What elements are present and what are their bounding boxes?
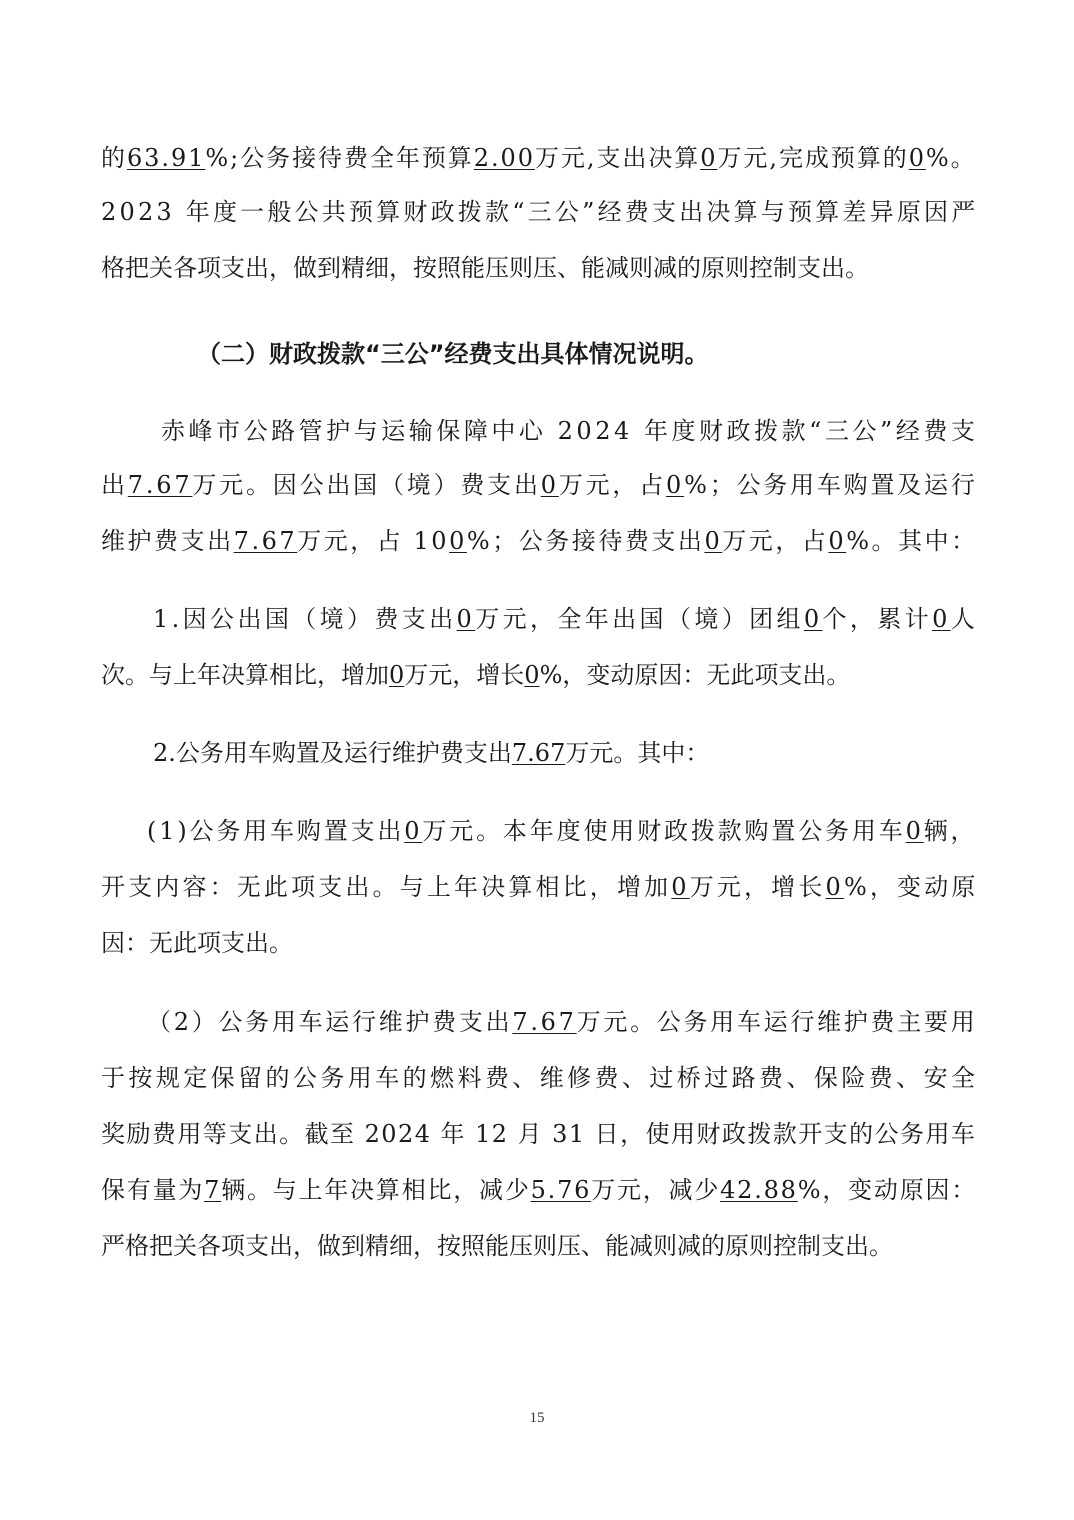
text-run: （2）公务用车运行维护费支出 <box>147 1008 513 1036</box>
underlined-value: 7.67 <box>512 1008 577 1036</box>
underlined-value: 0 <box>540 471 559 499</box>
underlined-value: 0 <box>700 144 718 172</box>
text-run: 万元，全年出国（境）团组 <box>475 605 804 633</box>
underlined-value: 0 <box>905 817 924 845</box>
text-run: 万元，占 <box>722 527 829 555</box>
underlined-value: 0 <box>449 527 467 555</box>
text-run: 万元。本年度使用财政拨款购置公务用车 <box>422 817 906 845</box>
underlined-value: 0 <box>389 661 405 689</box>
text-run: 个，累计 <box>822 605 933 633</box>
underlined-value: 0 <box>404 817 423 845</box>
text-line <box>101 928 293 958</box>
section-heading <box>197 339 709 369</box>
text-run: 严格把关各项支出，做到精细，按照能压则压、能减则减的原则控制支出。 <box>101 1232 893 1260</box>
underlined-value: 42.88 <box>720 1176 798 1204</box>
underlined-value: 0 <box>524 661 540 689</box>
underlined-value: 0 <box>828 527 847 555</box>
underlined-value: 7.67 <box>511 739 566 767</box>
text-line <box>101 1119 976 1149</box>
text-run: 万元，增长 <box>689 873 826 901</box>
text-run: 因：无此项支出。 <box>101 929 293 957</box>
text-run: 人 <box>950 605 979 633</box>
text-line <box>101 1231 893 1261</box>
text-run: 万元。因公出国（境）费支出 <box>192 471 541 499</box>
text-run: 万元,完成预算的 <box>717 144 909 172</box>
text-run: 赤峰市公路管护与运输保障中心 2024 年度财政拨款“三公”经费支 <box>161 417 979 445</box>
text-run: %；公务用车购置及运行 <box>684 471 978 499</box>
text-run: %。其中： <box>846 527 978 555</box>
text-run: 万元，占 10 <box>297 527 450 555</box>
underlined-value: 0 <box>456 605 476 633</box>
text-run: 保有量为 <box>101 1176 205 1204</box>
underlined-value: 63.91 <box>126 144 206 172</box>
text-run: 格把关各项支出，做到精细，按照能压则压、能减则减的原则控制支出。 <box>101 254 869 282</box>
text-run: 于按规定保留的公务用车的燃料费、维修费、过桥过路费、保险费、安全 <box>101 1064 979 1092</box>
underlined-value: 7.67 <box>127 471 193 499</box>
text-run: %，变动原因：无此项支出。 <box>539 661 851 689</box>
text-run: （二）财政拨款“三公”经费支出具体情况说明。 <box>197 340 709 368</box>
text-run: 万元，减少 <box>591 1176 721 1204</box>
underlined-value: 0 <box>908 144 926 172</box>
text-run: 万元。公务用车运行维护费主要用 <box>576 1008 978 1036</box>
text-run: 万元，增长 <box>404 661 525 689</box>
text-run: 辆， <box>923 817 978 845</box>
text-run: 2023 年度一般公共预算财政拨款“三公”经费支出决算与预算差异原因严 <box>101 198 979 226</box>
text-line <box>147 1007 977 1037</box>
text-run: 的 <box>101 144 127 172</box>
text-run: 万元，占 <box>558 471 667 499</box>
text-run: 开支内容：无此项支出。与上年决算相比，增加 <box>101 873 672 901</box>
underlined-value: 7.67 <box>233 527 298 555</box>
underlined-value: 5.76 <box>530 1176 592 1204</box>
text-run: 1.因公出国（境）费支出 <box>153 605 457 633</box>
underlined-value: 0 <box>704 527 723 555</box>
text-run: %;公务接待费全年预算 <box>205 144 474 172</box>
underlined-value: 2.00 <box>473 144 535 172</box>
text-line <box>101 143 977 173</box>
text-line <box>101 197 978 227</box>
text-line <box>153 738 709 768</box>
underlined-value: 0 <box>932 605 951 633</box>
underlined-value: 0 <box>666 471 685 499</box>
page-number: 15 <box>529 1410 545 1426</box>
underlined-value: 0 <box>671 873 690 901</box>
text-line <box>147 816 977 846</box>
text-run: 2.公务用车购置及运行维护费支出 <box>153 739 512 767</box>
text-line <box>101 253 869 283</box>
text-run: %；公务接待费支出 <box>466 527 705 555</box>
text-line <box>153 604 978 634</box>
text-run: (1)公务用车购置支出 <box>147 817 405 845</box>
underlined-value: 0 <box>803 605 823 633</box>
text-run: 奖励费用等支出。截至 2024 年 12 月 31 日，使用财政拨款开支的公务用车 <box>101 1120 977 1148</box>
text-run: 维护费支出 <box>101 527 234 555</box>
text-run: %，变动原因： <box>797 1176 978 1204</box>
text-run: 万元,支出决算 <box>534 144 701 172</box>
text-line <box>161 416 978 446</box>
text-run: %，变动原 <box>843 873 979 901</box>
text-line <box>101 1175 977 1205</box>
underlined-value: 0 <box>825 873 844 901</box>
text-run: %。 <box>925 144 977 172</box>
text-run: 辆。与上年决算相比，减少 <box>221 1176 531 1204</box>
text-line <box>101 660 850 690</box>
text-line <box>101 526 978 556</box>
text-line <box>101 470 978 500</box>
text-run: 次。与上年决算相比，增加 <box>101 661 389 689</box>
underlined-value: 7 <box>204 1176 222 1204</box>
text-run: 出 <box>101 471 128 499</box>
text-line <box>101 872 979 902</box>
text-run: 万元。其中： <box>565 739 710 767</box>
text-line <box>101 1063 978 1093</box>
